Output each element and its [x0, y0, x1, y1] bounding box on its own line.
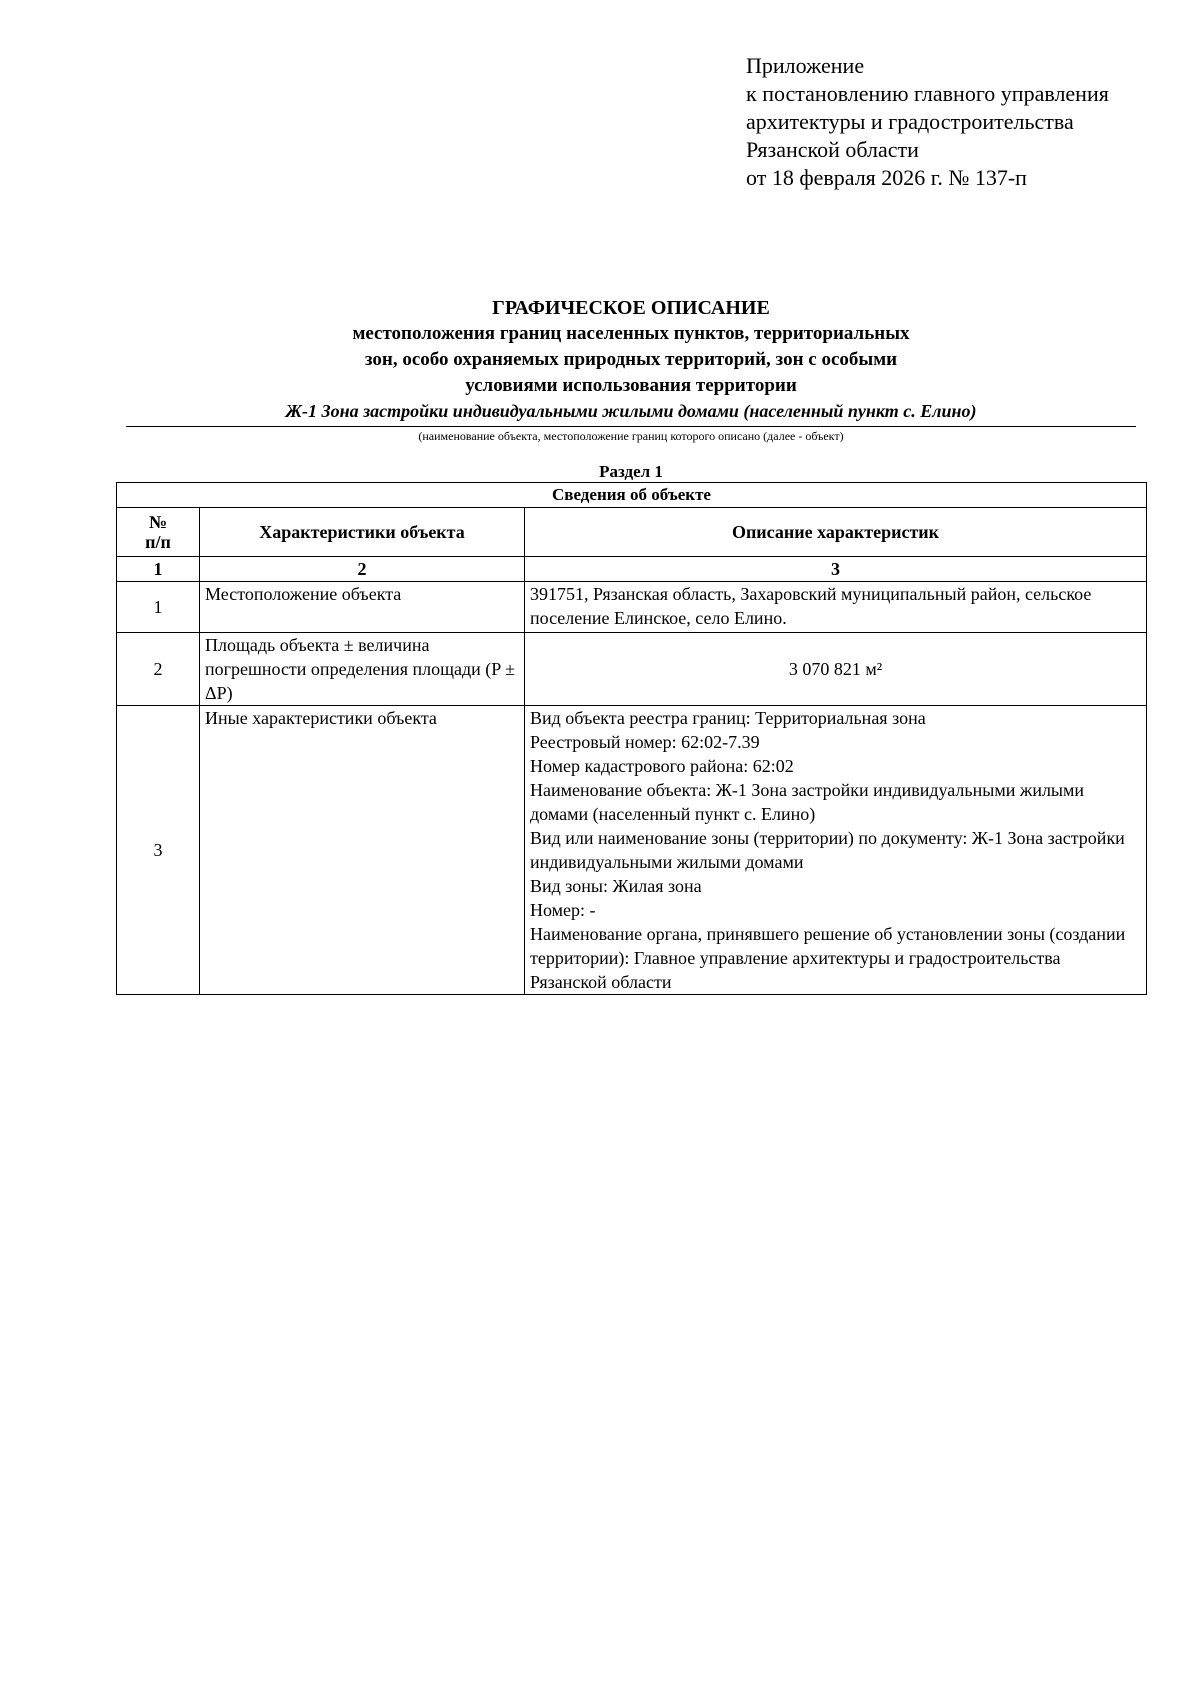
document-subtitle-line: условиями использования территории [465, 375, 797, 396]
description-line: Наименование органа, принявшего решение об установлении зоны (создании территории): Главное управление архитектуры и градостроительства Рязанской области [530, 924, 1126, 992]
table-row [117, 633, 1147, 706]
header-num-line1: № [148, 512, 168, 532]
row-characteristic: Иные характеристики объекта [200, 706, 525, 995]
object-name-caption: (наименование объекта, местоположение границ которого описано (далее - объект) [418, 429, 844, 443]
description-line: Вид объекта реестра границ: Территориальная зона [530, 708, 926, 728]
appendix-header [746, 52, 1109, 192]
appendix-line: Приложение [746, 53, 865, 78]
description-line: Реестровый номер: 62:02-7.39 [530, 732, 760, 752]
row-number: 1 [117, 582, 200, 633]
row-characteristic: Площадь объекта ± величина погрешности определения площади (P ± ΔP) [200, 633, 525, 706]
description-line: Номер кадастрового района: 62:02 [530, 756, 794, 776]
row-number: 3 [117, 706, 200, 995]
header-num-line2: п/п [145, 532, 171, 552]
table-row [117, 582, 1147, 633]
document-title: ГРАФИЧЕСКОЕ ОПИСАНИЕ [492, 297, 770, 319]
table-row [117, 706, 1147, 995]
column-number: 2 [200, 557, 525, 582]
column-number: 1 [117, 557, 200, 582]
table-header-row [117, 508, 1147, 557]
row-description: 3 070 821 м² [525, 633, 1147, 706]
object-info-table [116, 482, 1147, 995]
section-title: Раздел 1 [599, 462, 663, 481]
document-subtitle-line: зон, особо охраняемых природных территорий, зон с особыми [364, 349, 898, 370]
header-num [117, 508, 200, 557]
document-subtitle-line: местоположения границ населенных пунктов, территориальных [352, 323, 910, 344]
appendix-line: архитектуры и градостроительства [746, 109, 1074, 134]
description-line: Вид или наименование зоны (территории) по документу: Ж-1 Зона застройки индивидуальными жилыми домами [530, 828, 1125, 872]
header-characteristic: Характеристики объекта [200, 508, 525, 557]
appendix-date-line: от 18 февраля 2026 г. № 137-п [746, 165, 1027, 190]
document-heading [126, 295, 1136, 399]
table-title-row [117, 483, 1147, 508]
object-name-underline [126, 426, 1136, 427]
description-line: Номер: - [530, 900, 596, 920]
row-characteristic: Местоположение объекта [200, 582, 525, 633]
appendix-line: Рязанской области [746, 137, 919, 162]
description-line: Наименование объекта: Ж-1 Зона застройки индивидуальными жилыми домами (населенный пункт с. Елино) [530, 780, 1085, 824]
header-description: Описание характеристик [525, 508, 1147, 557]
description-line: Вид зоны: Жилая зона [530, 876, 702, 896]
row-description [525, 706, 1147, 995]
row-description: 391751, Рязанская область, Захаровский муниципальный район, сельское поселение Елинское, село Елино. [525, 582, 1147, 633]
object-name: Ж-1 Зона застройки индивидуальными жилыми домами (населенный пункт с. Елино) [285, 401, 977, 421]
appendix-line: к постановлению главного управления [746, 81, 1109, 106]
table-title: Сведения об объекте [117, 483, 1147, 508]
column-number: 3 [525, 557, 1147, 582]
column-number-row [117, 557, 1147, 582]
row-number: 2 [117, 633, 200, 706]
